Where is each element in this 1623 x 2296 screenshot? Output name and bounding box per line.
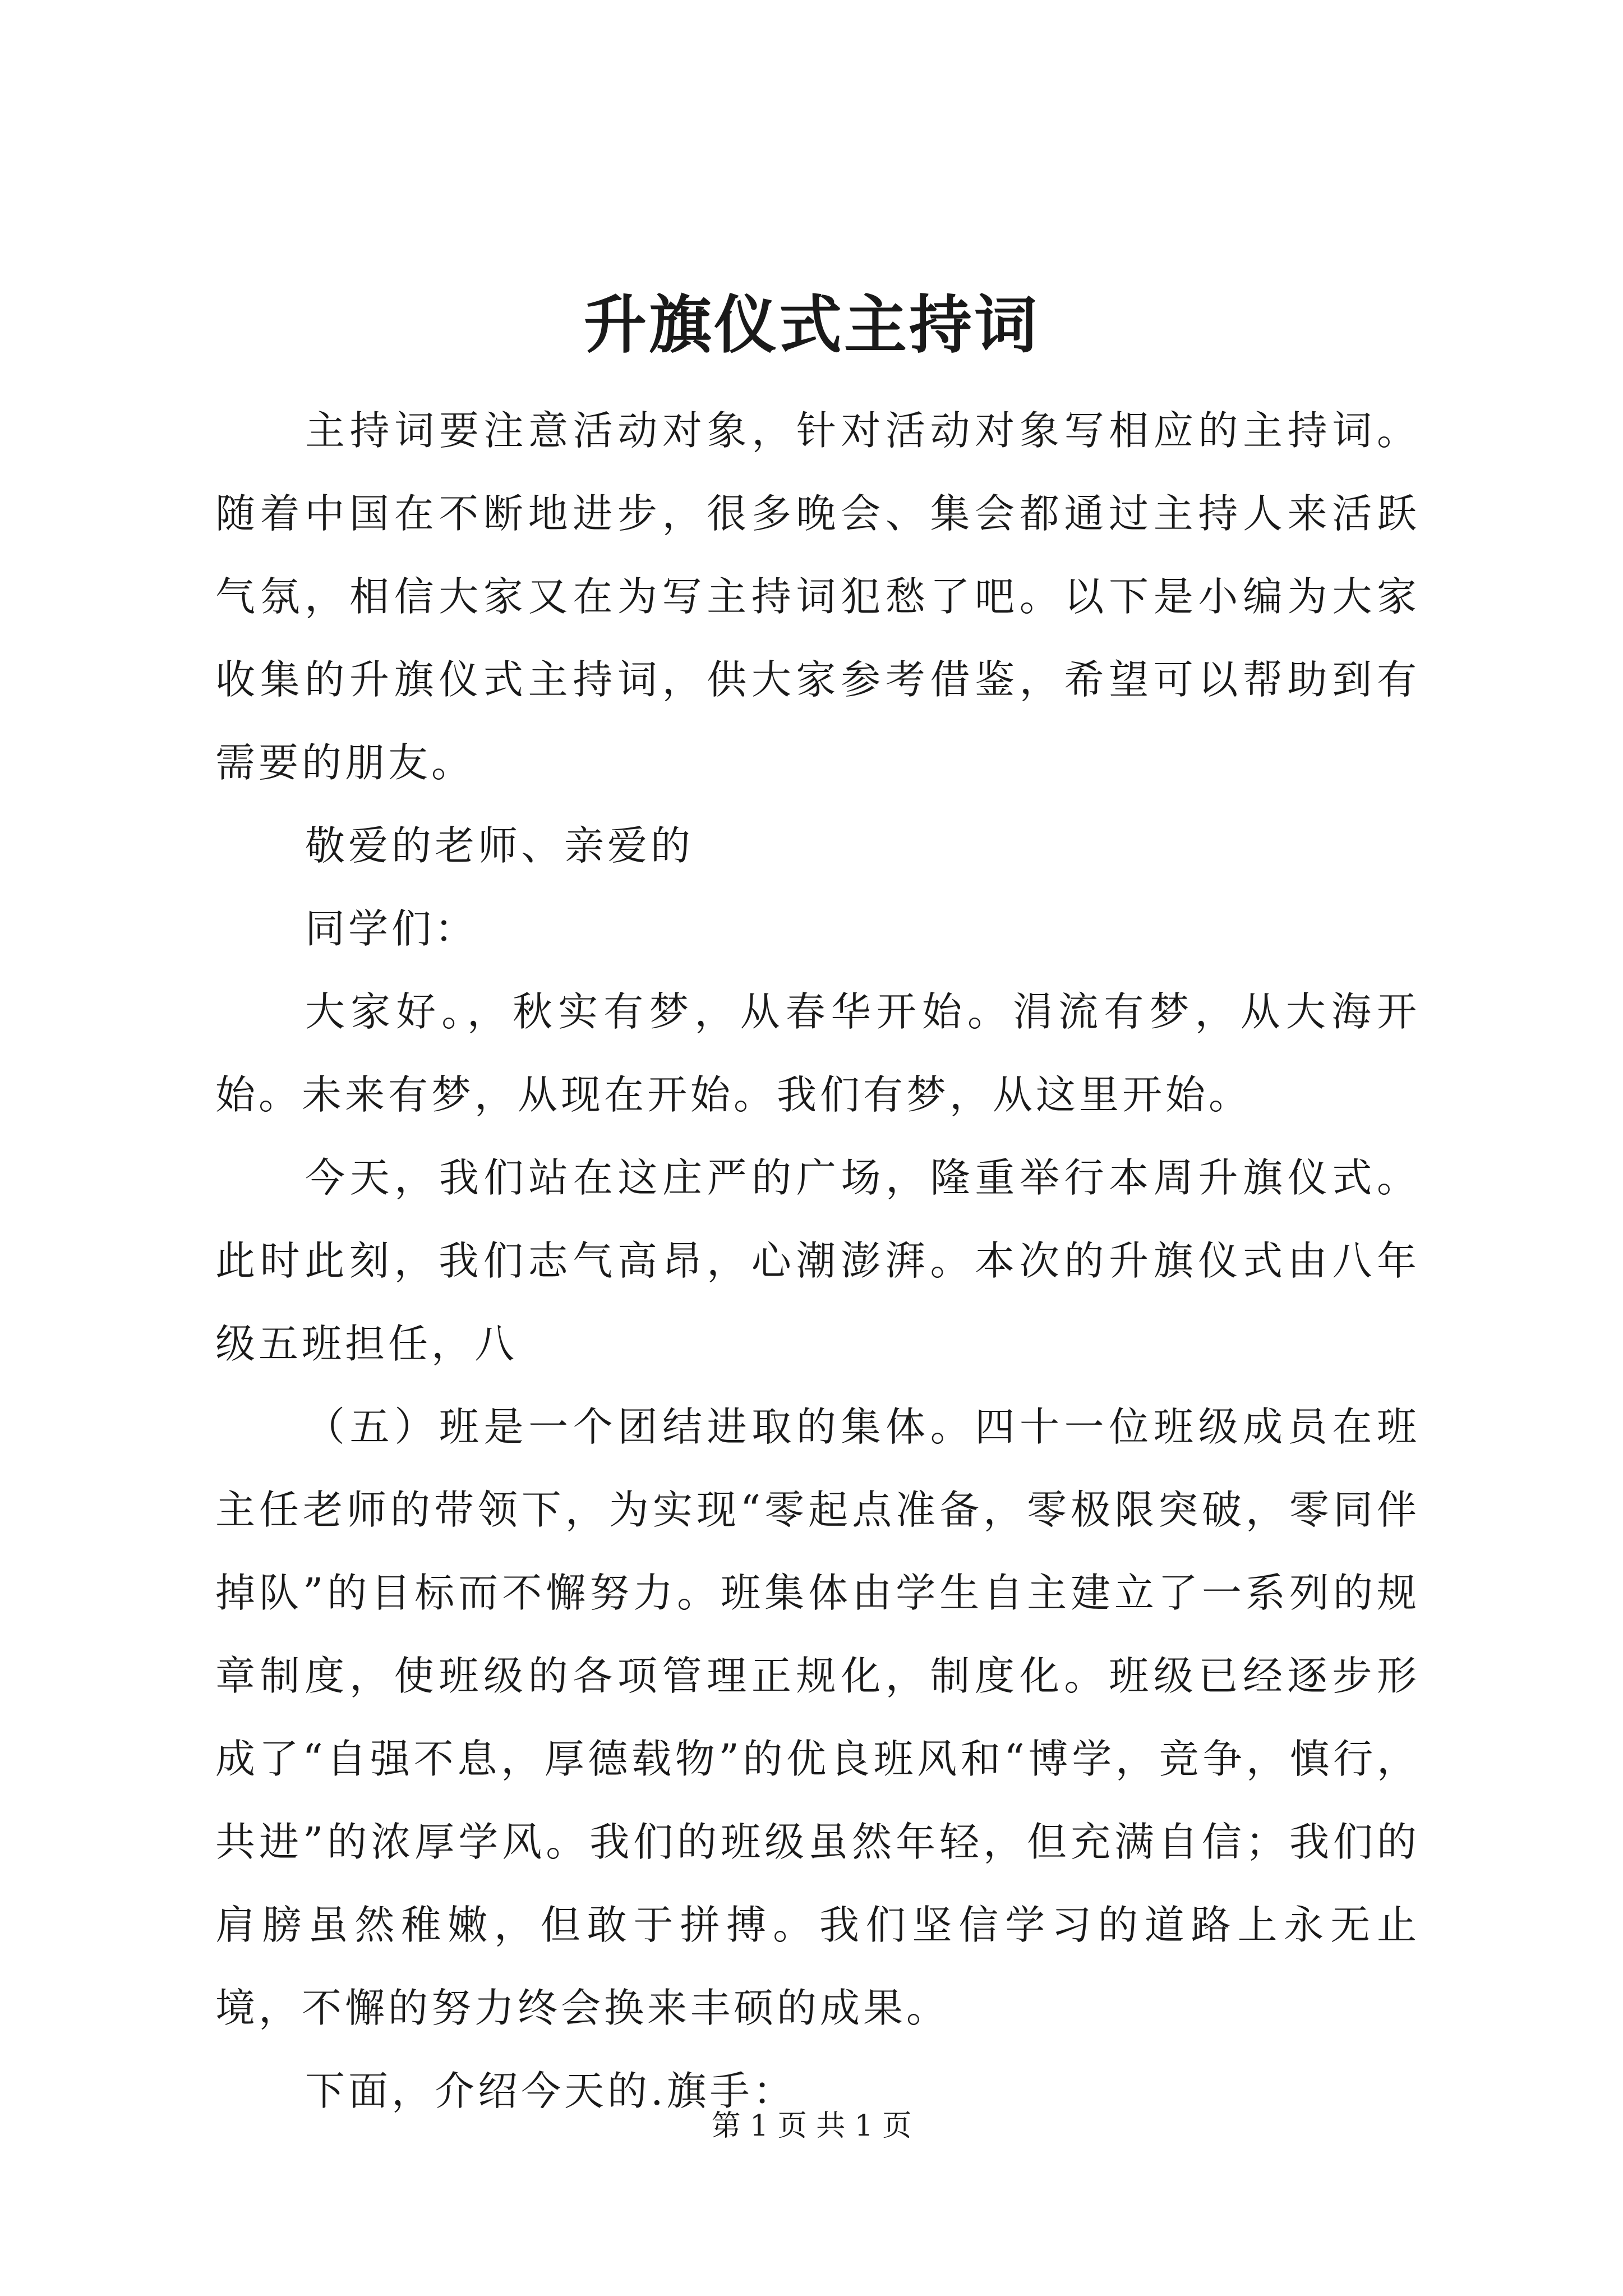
paragraph-salutation-1: 敬爱的老师、亲爱的	[305, 822, 694, 869]
page-footer: 第 1 页 共 1 页	[711, 2109, 912, 2143]
paragraph-intro: 主持词要注意活动对象，针对活动对象写相应的主持词。随着中国在不断地进步，很多晚会、集会都通过主持人来活跃气氛，相信大家又在为写主持词犯愁了吧。以下是小编为大家收集的升旗仪式主持词，供大家参考借鉴，希望可以帮助到有需要的朋友。	[215, 407, 1420, 786]
paragraph-flag-bearer: 下面，介绍今天的.旗手：	[305, 2068, 796, 2114]
document-title: 升旗仪式主持词	[584, 288, 1039, 362]
paragraph-ceremony: 今天，我们站在这庄严的广场，隆重举行本周升旗仪式。此时此刻，我们志气高昂，心潮澎湃。本次的升旗仪式由八年级五班担任，八	[215, 1154, 1420, 1367]
paragraph-salutation-2: 同学们：	[305, 905, 478, 952]
paragraph-greeting: 大家好。，秋实有梦，从春华开始。涓流有梦，从大海开始。未来有梦，从现在开始。我们有梦，从这里开始。	[215, 988, 1420, 1118]
paragraph-class-intro: （五）班是一个团结进取的集体。四十一位班级成员在班主任老师的带领下，为实现“零起点准备，零极限突破，零同伴掉队”的目标而不懈努力。班集体由学生自主建立了一系列的规章制度，使班级的各项管理正规化，制度化。班级已经逐步形成了“自强不息，厚德载物”的优良班风和“博学，竞争，慎行，共进”的浓厚学风。我们的班级虽然年轻，但充满自信；我们的肩膀虽然稚嫩，但敢于拼搏。我们坚信学习的道路上永无止境，不懈的努力终会换来丰硕的成果。	[215, 1404, 1420, 2031]
document-body	[215, 389, 1420, 2133]
